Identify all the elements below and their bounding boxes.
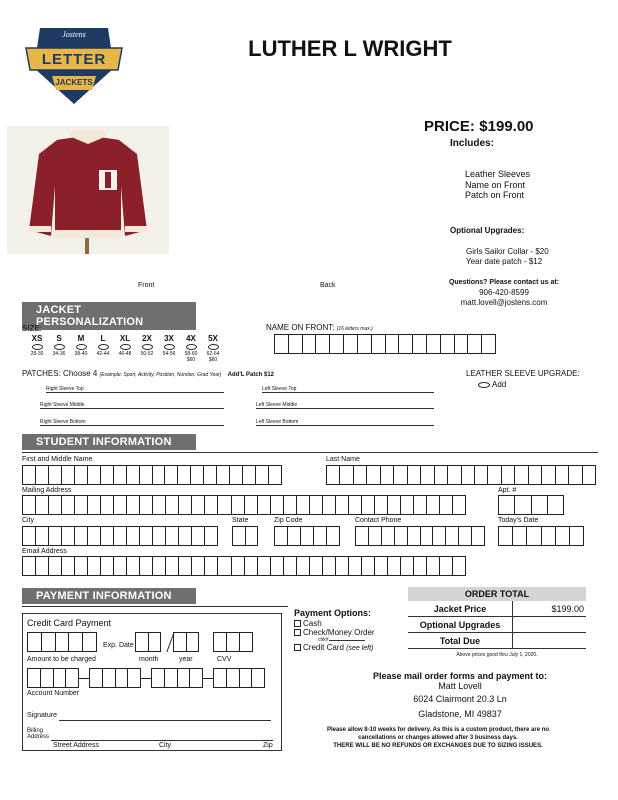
name-front-input[interactable] bbox=[274, 334, 496, 354]
mail-label: Please mail order forms and payment to: bbox=[372, 671, 548, 681]
contact-email: matt.lovell@jostens.com bbox=[460, 298, 548, 307]
account-label: Account Number bbox=[27, 690, 80, 697]
last-name-label: Last Name bbox=[326, 456, 360, 463]
includes-list bbox=[465, 169, 530, 201]
left-sleeve-middle[interactable]: Left Sleeve Middle bbox=[256, 402, 434, 409]
state-label: State bbox=[232, 517, 249, 524]
cash-checkbox[interactable] bbox=[294, 620, 301, 627]
mail-block bbox=[338, 671, 582, 721]
sleeve-upgrade-add[interactable]: Add bbox=[478, 380, 506, 389]
upgrades-label: Optional Upgrades: bbox=[450, 226, 525, 235]
cvv-input[interactable] bbox=[213, 632, 253, 652]
view-back-label: Back bbox=[320, 282, 336, 289]
email-label: Email Address bbox=[22, 548, 67, 555]
payment-options-label: Payment Options: bbox=[294, 608, 372, 618]
include-item: Patch on Front bbox=[465, 190, 525, 200]
exp-date-label: Exp. Date bbox=[103, 642, 134, 649]
price-block bbox=[424, 118, 534, 136]
credit-option[interactable]: Credit Card (see left) bbox=[294, 643, 375, 652]
month-label: month bbox=[139, 656, 159, 663]
zip-input[interactable] bbox=[274, 526, 340, 546]
billing-label: Billing Address bbox=[27, 728, 50, 740]
size-option[interactable]: 3X 54-56 bbox=[162, 334, 176, 357]
left-sleeve-top[interactable]: Left Sleeve Top bbox=[262, 386, 434, 393]
order-total-table bbox=[408, 587, 586, 658]
mailing-input[interactable] bbox=[22, 495, 466, 515]
size-option[interactable]: XS 28-30 bbox=[30, 334, 44, 357]
credit-checkbox[interactable] bbox=[294, 644, 301, 651]
logo-brand: Jostens bbox=[62, 30, 86, 39]
credit-card-panel bbox=[22, 613, 282, 751]
size-option[interactable]: 5X 62-64 $60 bbox=[206, 334, 220, 363]
right-sleeve-top[interactable]: Right Sleeve Top bbox=[46, 386, 224, 393]
account-number-input[interactable] bbox=[27, 668, 267, 688]
year-label: year bbox=[179, 656, 193, 663]
mail-line: Matt Lovell bbox=[438, 681, 482, 691]
order-total-header: ORDER TOTAL bbox=[408, 587, 586, 601]
logo-line1: LETTER bbox=[41, 51, 107, 68]
last-name-input[interactable] bbox=[326, 465, 596, 485]
size-option[interactable]: XL 46-48 bbox=[118, 334, 132, 357]
customer-name: LUTHER L WRIGHT bbox=[248, 36, 452, 61]
street-label: Street Address bbox=[53, 742, 99, 749]
city-label: City bbox=[22, 517, 35, 524]
personalization-header: JACKET PERSONALIZATION bbox=[22, 302, 196, 330]
mailing-label: Mailing Address bbox=[22, 487, 72, 494]
phone-input[interactable] bbox=[355, 526, 485, 546]
amount-label: Amount to be charged bbox=[27, 656, 96, 663]
first-middle-input[interactable] bbox=[22, 465, 282, 485]
contact-block bbox=[448, 278, 560, 308]
state-input[interactable] bbox=[232, 526, 258, 546]
upgrade-item: Girls Sailor Collar - $20 bbox=[466, 247, 549, 256]
date-input[interactable] bbox=[498, 526, 584, 546]
date-label: Today's Date bbox=[498, 517, 539, 524]
amount-input[interactable] bbox=[27, 632, 97, 652]
cc-title: Credit Card Payment bbox=[27, 618, 112, 628]
size-option[interactable]: L 42-44 bbox=[96, 334, 110, 357]
patches-label: PATCHES: Choose 4 (Example: Sport, Activity, Position, Number, Grad Year) Add'L Patch $12 bbox=[22, 369, 275, 378]
size-option[interactable]: M 38-40 bbox=[74, 334, 88, 357]
contact-label: Questions? Please contact us at: bbox=[448, 279, 560, 286]
payment-divider bbox=[22, 606, 288, 607]
contact-phone: 906-420-8599 bbox=[479, 288, 529, 297]
view-front-label: Front bbox=[138, 282, 155, 289]
cash-option[interactable]: Cash bbox=[294, 619, 375, 628]
exp-year-input[interactable] bbox=[173, 632, 199, 652]
billing-zip-label: Zip bbox=[263, 742, 273, 749]
check-number[interactable]: chk# bbox=[318, 637, 375, 643]
price-value: $199.00 bbox=[479, 118, 534, 135]
student-divider bbox=[22, 452, 598, 453]
order-row: Optional Upgrades bbox=[408, 617, 586, 633]
jacket-front-image bbox=[7, 126, 169, 254]
phone-label: Contact Phone bbox=[355, 517, 402, 524]
right-sleeve-middle[interactable]: Right Sleeve Middle bbox=[40, 402, 224, 409]
size-option[interactable]: S 34-36 bbox=[52, 334, 66, 357]
includes-label: Includes: bbox=[450, 138, 494, 149]
city-input[interactable] bbox=[22, 526, 218, 546]
billing-line[interactable] bbox=[51, 740, 273, 741]
jacket-price-value: $199.00 bbox=[551, 603, 584, 614]
include-item: Name on Front bbox=[465, 179, 526, 190]
zip-label: Zip Code bbox=[274, 517, 303, 524]
first-middle-label: First and Middle Name bbox=[22, 456, 93, 463]
left-sleeve-bottom[interactable]: Left Sleeve Bottom bbox=[256, 419, 434, 426]
payment-header: PAYMENT INFORMATION bbox=[22, 588, 196, 604]
sleeve-upgrade-label: LEATHER SLEEVE UPGRADE: bbox=[466, 369, 580, 378]
upgrade-item: Year date patch - $12 bbox=[466, 257, 543, 266]
jostens-logo bbox=[22, 22, 126, 106]
price-note: Above prices good thru July 1, 2020. bbox=[456, 652, 538, 658]
name-front-label: NAME ON FRONT: (16 letters max.) bbox=[266, 323, 373, 332]
size-option[interactable]: 4X 58-60 $60 bbox=[184, 334, 198, 363]
include-item: Leather Sleeves bbox=[465, 169, 531, 179]
email-input[interactable] bbox=[22, 556, 466, 576]
size-options bbox=[26, 334, 224, 363]
signature-line[interactable] bbox=[59, 720, 271, 721]
payment-options bbox=[294, 608, 375, 652]
size-option[interactable]: 2X 50-52 bbox=[140, 334, 154, 357]
footer-notice: Please allow 8-10 weeks for delivery. As this is a custom product, there are no cancellations or changes allowed after 3 business days. THERE WILL BE NO REFUNDS OR EXCHANGES DUE TO SIZING ISSUES. bbox=[326, 727, 550, 749]
apt-input[interactable] bbox=[498, 495, 564, 515]
student-header: STUDENT INFORMATION bbox=[22, 434, 196, 450]
price-label: PRICE: bbox=[424, 118, 475, 135]
upgrades-list bbox=[466, 247, 549, 267]
billing-city-label: City bbox=[159, 742, 172, 749]
exp-month-input[interactable] bbox=[135, 632, 161, 652]
check-checkbox[interactable] bbox=[294, 629, 301, 636]
right-sleeve-bottom[interactable]: Right Sleeve Bottom bbox=[40, 419, 224, 426]
order-row: Jacket Price $199.00 bbox=[408, 601, 586, 617]
mail-line: 6024 Clairmont 20.3 Ln bbox=[413, 694, 507, 704]
size-label: SIZE: bbox=[22, 324, 43, 333]
logo-line2: JACKETS bbox=[55, 78, 93, 87]
check-option[interactable]: Check/Money Order bbox=[294, 628, 375, 637]
cvv-label: CVV bbox=[217, 656, 232, 663]
order-row: Total Due bbox=[408, 633, 586, 649]
apt-label: Apt. # bbox=[498, 487, 517, 494]
signature-label: Signature bbox=[27, 712, 57, 719]
mail-line: Gladstone, MI 49837 bbox=[418, 709, 502, 719]
